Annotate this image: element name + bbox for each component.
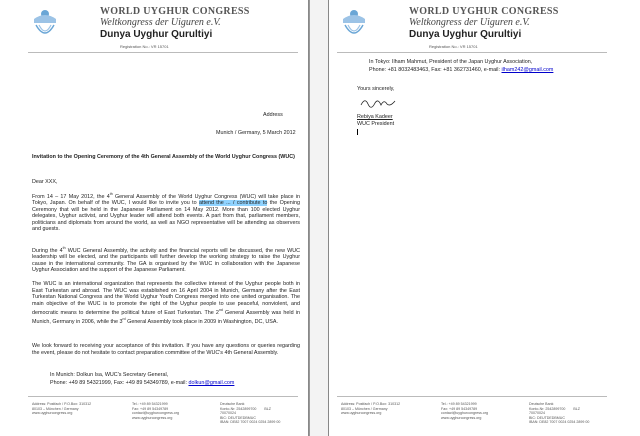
p3-sup-1: nd xyxy=(218,308,223,312)
p3-text-a: The WUC is an international organization that represents the collective interest of the Uyghur people both in East Turkestan and abroad. The WUC was established on 16 April 2004 in Munich, Germany after the East Turkestan National Congress and the World Uyghur Youth Congress merged into one united organisation. The main objective of the WUC is to promote the right of the Uyghur people to use peaceful, nonviolent, and democratic means to determine the political future of East Turkestan. The 2 xyxy=(32,281,300,316)
p1-sup: th xyxy=(109,192,113,196)
footer-divider xyxy=(337,396,607,397)
paragraph-2[interactable] xyxy=(32,245,300,274)
contact-tokyo-line2 xyxy=(369,67,553,74)
header-divider xyxy=(337,52,607,53)
footer-contact: Tel.: +49 89 54321999 Fax: +49 89 54349789 contact@uyghurcongress.org www.uyghurcongress.org xyxy=(441,402,488,420)
footer-address: Address: Postfach / P.O.Box: 310312 80103 – München / Germany www.uyghurcongress.org xyxy=(341,402,401,416)
workspace-edge xyxy=(620,0,640,436)
signatory-name: Rebiya Kadeer xyxy=(357,114,393,120)
closing: Yours sincerely, xyxy=(357,86,395,92)
p2-sup: th xyxy=(62,246,66,250)
footer-bank: Deutsche Bank Konto-Nr: 2542899700 BLZ 70070024 BIC: DEUTDEDBMUC IBAN: DE82 7007 0024 0254 2899 00 xyxy=(529,402,590,425)
registration-number: Registration No.: VR 15701 xyxy=(429,44,478,49)
footer-bank: Deutsche Bank Konto-Nr: 2542899700 BLZ 70070024 BIC: DEUTDEDBMUC IBAN: DE82 7007 0024 0254 2899 00 xyxy=(220,402,281,425)
wuc-logo-icon xyxy=(339,5,369,45)
contact-munich-phone: Phone: +49 89 54321999, Fax: +49 89 54349789, e-mail: xyxy=(50,380,189,386)
text-cursor xyxy=(357,129,358,135)
registration-number: Registration No.: VR 15701 xyxy=(120,44,169,49)
letterhead xyxy=(20,2,308,52)
paragraph-4[interactable]: We look forward to receiving your acceptance of this invitation. If you have any questions or queries regarding the event, please do not hesitate to contact preparation committee of the WUC's 4th General Assembly. xyxy=(32,343,300,356)
contact-munich-line1: In Munich: Dolkun Isa, WUC's Secretary General, xyxy=(50,372,169,378)
header-divider xyxy=(28,52,298,53)
org-name-uyghur: Dunya Uyghur Qurultiyi xyxy=(409,29,522,40)
recipient-address: Address xyxy=(263,112,283,118)
p1-text-c: the Opening Ceremony that will be held in the Japanese Parliament on 14 May 2012. More than 100 elected Uyghur delegates, Uyghur activist, and Uyghur leader will attend both events. A part from that, parliament members, politicians and diplomats from around the world, as well as NGO representative will be attending as observers and guests. xyxy=(32,200,300,233)
p1-text-a: From 14 – 17 May 2012, the 4 xyxy=(32,193,110,200)
salutation: Dear XXX, xyxy=(32,179,58,185)
highlighted-selection[interactable]: attend the ... / contribute to xyxy=(198,200,268,207)
p3-text-b: General Assembly was held in Munich, Germany in 2006, while the 3 xyxy=(32,309,300,326)
p2-text-b: WUC General Assembly, the activity and the financial reports will be discussed, the new WUC leadership will be elected, and the participants will further develop the working strategy to raise the Uyghur cause in the international community. The GA is organised by the WUC in collaboration with the Japanese Uyghur Association and the support of the Japanese Parliament. xyxy=(32,247,300,274)
org-name-english: WORLD UYGHUR CONGRESS xyxy=(100,6,250,17)
signature-image xyxy=(359,95,399,111)
letter-footer xyxy=(329,400,621,436)
contact-tokyo-phone: Phone: +81 8032483463, Fax: +81 362731460, e-mail: xyxy=(369,67,502,73)
letter-date: Munich / Germany, 5 March 2012 xyxy=(216,130,296,136)
p2-text-a: During the 4 xyxy=(32,247,63,254)
contact-munich-email-link[interactable]: dolkun@gmail.com xyxy=(188,380,235,386)
contact-munich-line2 xyxy=(50,380,234,387)
paragraph-3[interactable] xyxy=(32,281,300,326)
contact-tokyo-line1: In Tokyo: Ilham Mahmut, President of the Japan Uyghur Association, xyxy=(369,59,533,65)
org-name-english: WORLD UYGHUR CONGRESS xyxy=(409,6,559,17)
p3-text-c: General Assembly took place in 2009 in Washington, DC, USA. xyxy=(125,319,278,326)
page-gutter xyxy=(309,0,328,436)
wuc-logo-icon xyxy=(30,5,60,45)
p1-text-b: General Assembly of the World Uyghur Congress (WUC) will take place in Tokyo, Japan. On behalf of the WUC, I would like to invite you to xyxy=(32,193,301,207)
org-name-uyghur: Dunya Uyghur Qurultiyi xyxy=(100,29,213,40)
letter-footer xyxy=(20,400,308,436)
footer-contact: Tel.: +49 89 54321999 Fax: +49 89 54349789 contact@uyghurcongress.org www.uyghurcongress.org xyxy=(132,402,179,420)
p3-sup-2: rd xyxy=(122,317,126,322)
paragraph-1[interactable] xyxy=(32,191,300,233)
contact-tokyo-email-link[interactable]: ilham242@gmail.com xyxy=(501,67,554,73)
letterhead-page-2 xyxy=(329,2,621,52)
footer-address: Address: Postfach / P.O.Box: 310312 80103 – München / Germany www.uyghurcongress.org xyxy=(32,402,92,416)
letter-subject: Invitation to the Opening Ceremony of the 4th General Assembly of the World Uyghur Congress (WUC) xyxy=(32,154,295,160)
document-page-2 xyxy=(328,0,621,436)
org-name-german: Weltkongress der Uiguren e.V. xyxy=(100,17,221,28)
org-name-german: Weltkongress der Uiguren e.V. xyxy=(409,17,530,28)
signatory-title: WUC President xyxy=(357,121,395,127)
document-page-1 xyxy=(20,0,309,436)
footer-divider xyxy=(28,396,298,397)
